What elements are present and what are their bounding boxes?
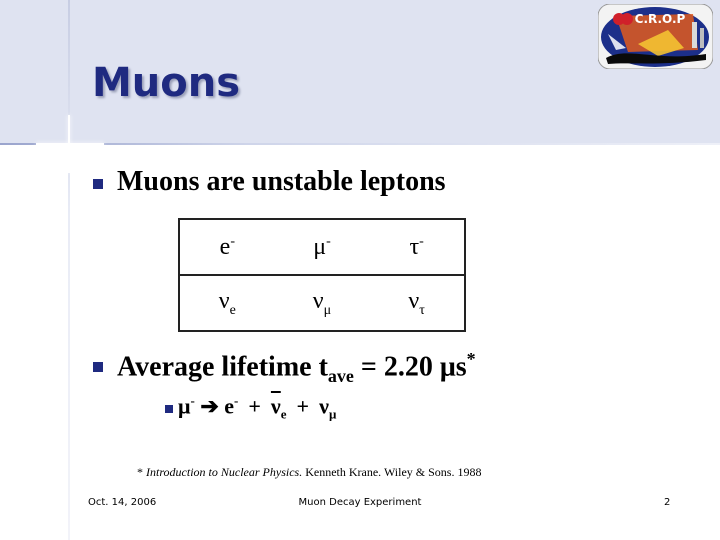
vertical-rule — [68, 0, 70, 540]
cell-electron: e- — [179, 219, 275, 275]
bullet-marker — [93, 362, 103, 372]
logo-text: C.R.O.P — [634, 12, 686, 26]
arrow-icon: ➔ — [200, 393, 219, 419]
crop-logo — [598, 4, 713, 69]
sparkle-horizontal — [36, 143, 104, 145]
decay-equation: μ- ➔ $e^- + \overline{\nu}_e + \nu_\mu$ — [178, 393, 337, 422]
slide-title: Muons — [92, 60, 241, 106]
bullet-average-lifetime: Average lifetime $t_{ave} = 2.20$ μs* — [117, 349, 476, 386]
sparkle-vertical — [68, 115, 70, 173]
footer-title: Muon Decay Experiment — [298, 497, 422, 508]
footnote-citation: * Introduction to Nuclear Physics. Kenneth Krane. Wiley & Sons. 1988 — [137, 465, 482, 479]
footer-date: Oct. 14, 2006 — [88, 497, 157, 508]
footer-page-number: 2 — [664, 497, 671, 508]
bullet-marker — [93, 179, 103, 189]
cell-tau: τ- — [369, 219, 465, 275]
sub-bullet-marker — [165, 405, 173, 413]
cell-muon-neutrino: $\nu_\mu$ — [312, 287, 332, 318]
horizontal-rule — [0, 143, 720, 145]
cell-muon: μ- — [275, 219, 370, 275]
lepton-table — [178, 218, 466, 332]
cell-electron-neutrino: $\nu_e$ — [218, 287, 236, 318]
bullet-muons-unstable: Muons are unstable leptons — [117, 166, 446, 197]
cell-tau-neutrino: $\nu_\tau$ — [408, 287, 425, 318]
